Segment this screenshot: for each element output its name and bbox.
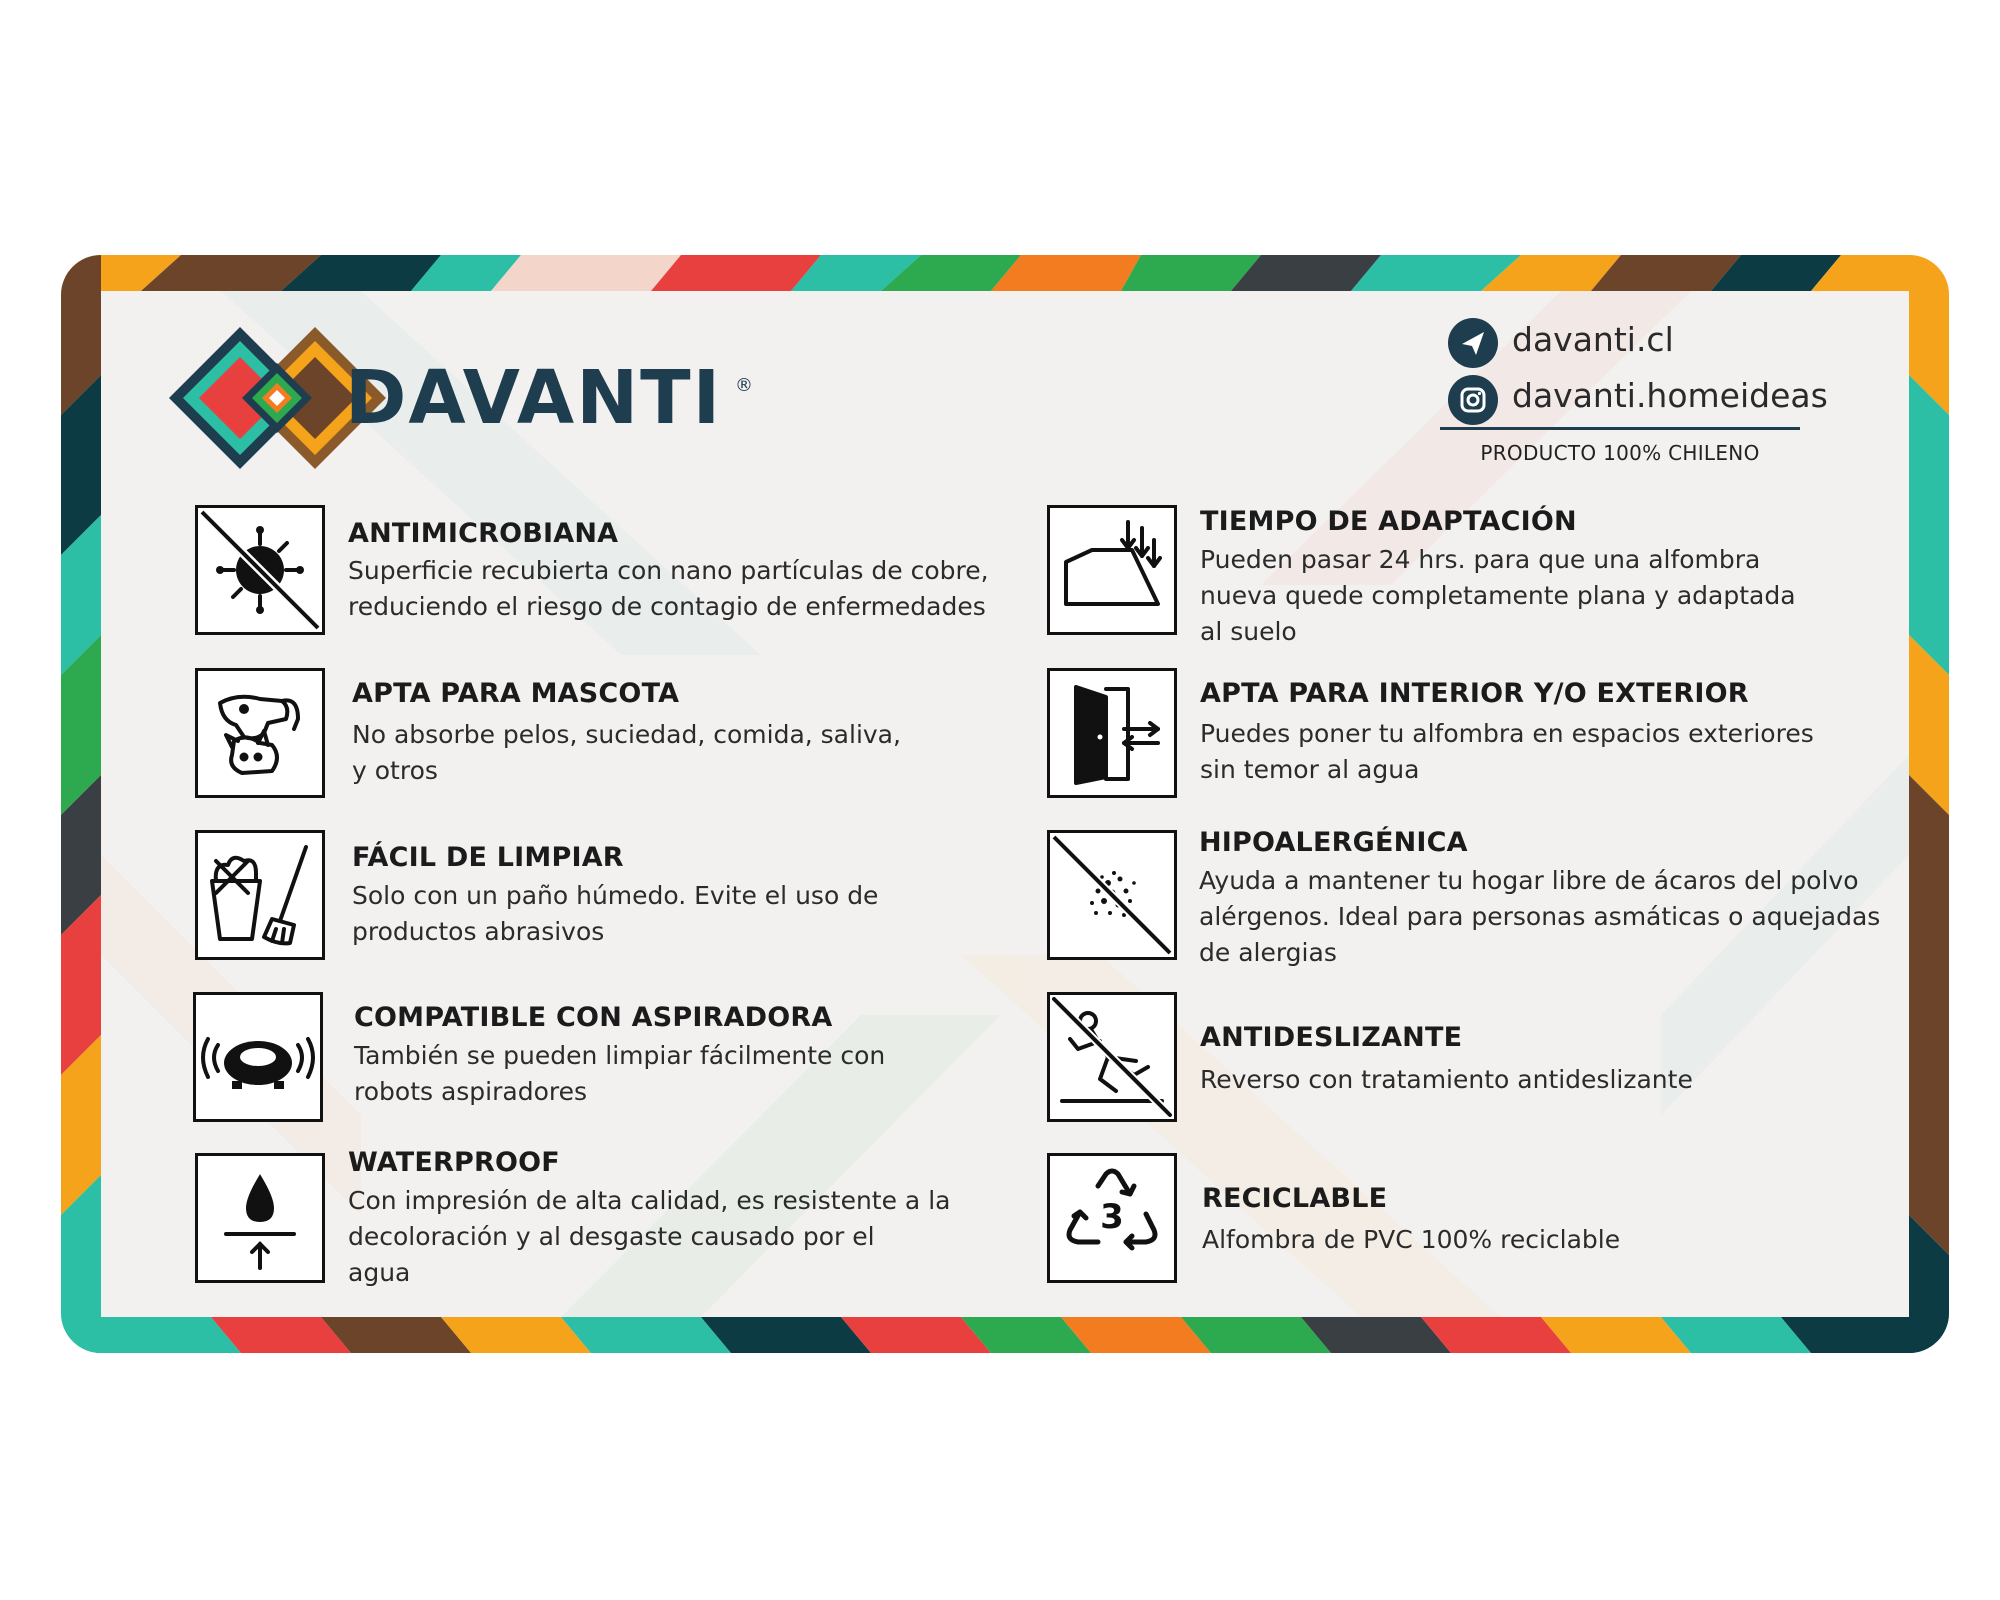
cleaning-icon: [195, 830, 325, 960]
feature-title-adaptation: TIEMPO DE ADAPTACIÓN: [1200, 506, 1577, 537]
contact-divider: [1440, 427, 1800, 430]
registered-mark: ®: [735, 375, 753, 396]
feature-desc-vacuum-1: También se pueden limpiar fácilmente con: [354, 1041, 886, 1070]
pet-icon: [195, 668, 325, 798]
feature-desc-non-slip-1: Reverso con tratamiento antideslizante: [1200, 1065, 1693, 1094]
instagram-handle[interactable]: davanti.homeideas: [1512, 376, 1828, 415]
robot-vacuum-icon: [193, 992, 323, 1122]
feature-title-recyclable: RECICLABLE: [1202, 1183, 1388, 1214]
feature-desc-waterproof-3: agua: [348, 1258, 411, 1287]
product-tagline: PRODUCTO 100% CHILENO: [1480, 441, 1760, 465]
hypoallergenic-icon: [1047, 830, 1177, 960]
svg-text:3: 3: [1100, 1197, 1124, 1237]
feature-desc-recyclable-1: Alfombra de PVC 100% reciclable: [1202, 1225, 1621, 1254]
feature-title-non-slip: ANTIDESLIZANTE: [1200, 1022, 1463, 1053]
feature-desc-waterproof-2: decoloración y al desgaste causado por el: [348, 1222, 875, 1251]
feature-title-cleaning: FÁCIL DE LIMPIAR: [352, 842, 624, 873]
feature-desc-cleaning-1: Solo con un paño húmedo. Evite el uso de: [352, 881, 879, 910]
feature-desc-cleaning-2: productos abrasivos: [352, 917, 605, 946]
feature-desc-antimicrobial-2: reduciendo el riesgo de contagio de enfermedades: [348, 592, 986, 621]
feature-desc-adaptation-3: al suelo: [1200, 617, 1297, 646]
flatten-icon: [1047, 505, 1177, 635]
feature-desc-indoor-outdoor-2: sin temor al agua: [1200, 755, 1420, 784]
feature-desc-adaptation-2: nueva quede completamente plana y adaptada: [1200, 581, 1796, 610]
feature-desc-hypoallergenic-2: alérgenos. Ideal para personas asmáticas o aquejadas: [1199, 902, 1881, 931]
feature-desc-adaptation-1: Pueden pasar 24 hrs. para que una alfombra: [1200, 545, 1761, 574]
feature-desc-hypoallergenic-1: Ayuda a mantener tu hogar libre de ácaros del polvo: [1199, 866, 1859, 895]
feature-desc-waterproof-1: Con impresión de alta calidad, es resistente a la: [348, 1186, 951, 1215]
feature-title-antimicrobial: ANTIMICROBIANA: [348, 518, 619, 549]
non-slip-icon: [1047, 992, 1177, 1122]
instagram-icon: [1448, 375, 1498, 425]
indoor-outdoor-icon: [1047, 668, 1177, 798]
feature-desc-antimicrobial-1: Superficie recubierta con nano partículas de cobre,: [348, 556, 989, 585]
feature-title-indoor-outdoor: APTA PARA INTERIOR Y/O EXTERIOR: [1200, 678, 1749, 709]
brand-name: DAVANTI: [345, 355, 723, 441]
feature-desc-vacuum-2: robots aspiradores: [354, 1077, 588, 1106]
recycle-icon: [1047, 1153, 1177, 1283]
feature-desc-pet-2: y otros: [352, 756, 438, 785]
website-link[interactable]: davanti.cl: [1512, 320, 1674, 359]
feature-title-vacuum: COMPATIBLE CON ASPIRADORA: [354, 1002, 833, 1033]
feature-title-hypoallergenic: HIPOALERGÉNICA: [1199, 827, 1468, 858]
feature-title-waterproof: WATERPROOF: [348, 1147, 560, 1178]
feature-title-pet: APTA PARA MASCOTA: [352, 678, 680, 709]
feature-desc-pet-1: No absorbe pelos, suciedad, comida, saliva,: [352, 720, 901, 749]
feature-desc-hypoallergenic-3: de alergias: [1199, 938, 1337, 967]
antimicrobial-icon: [195, 505, 325, 635]
waterproof-icon: [195, 1153, 325, 1283]
feature-desc-indoor-outdoor-1: Puedes poner tu alfombra en espacios exteriores: [1200, 719, 1814, 748]
send-icon: [1448, 318, 1498, 368]
